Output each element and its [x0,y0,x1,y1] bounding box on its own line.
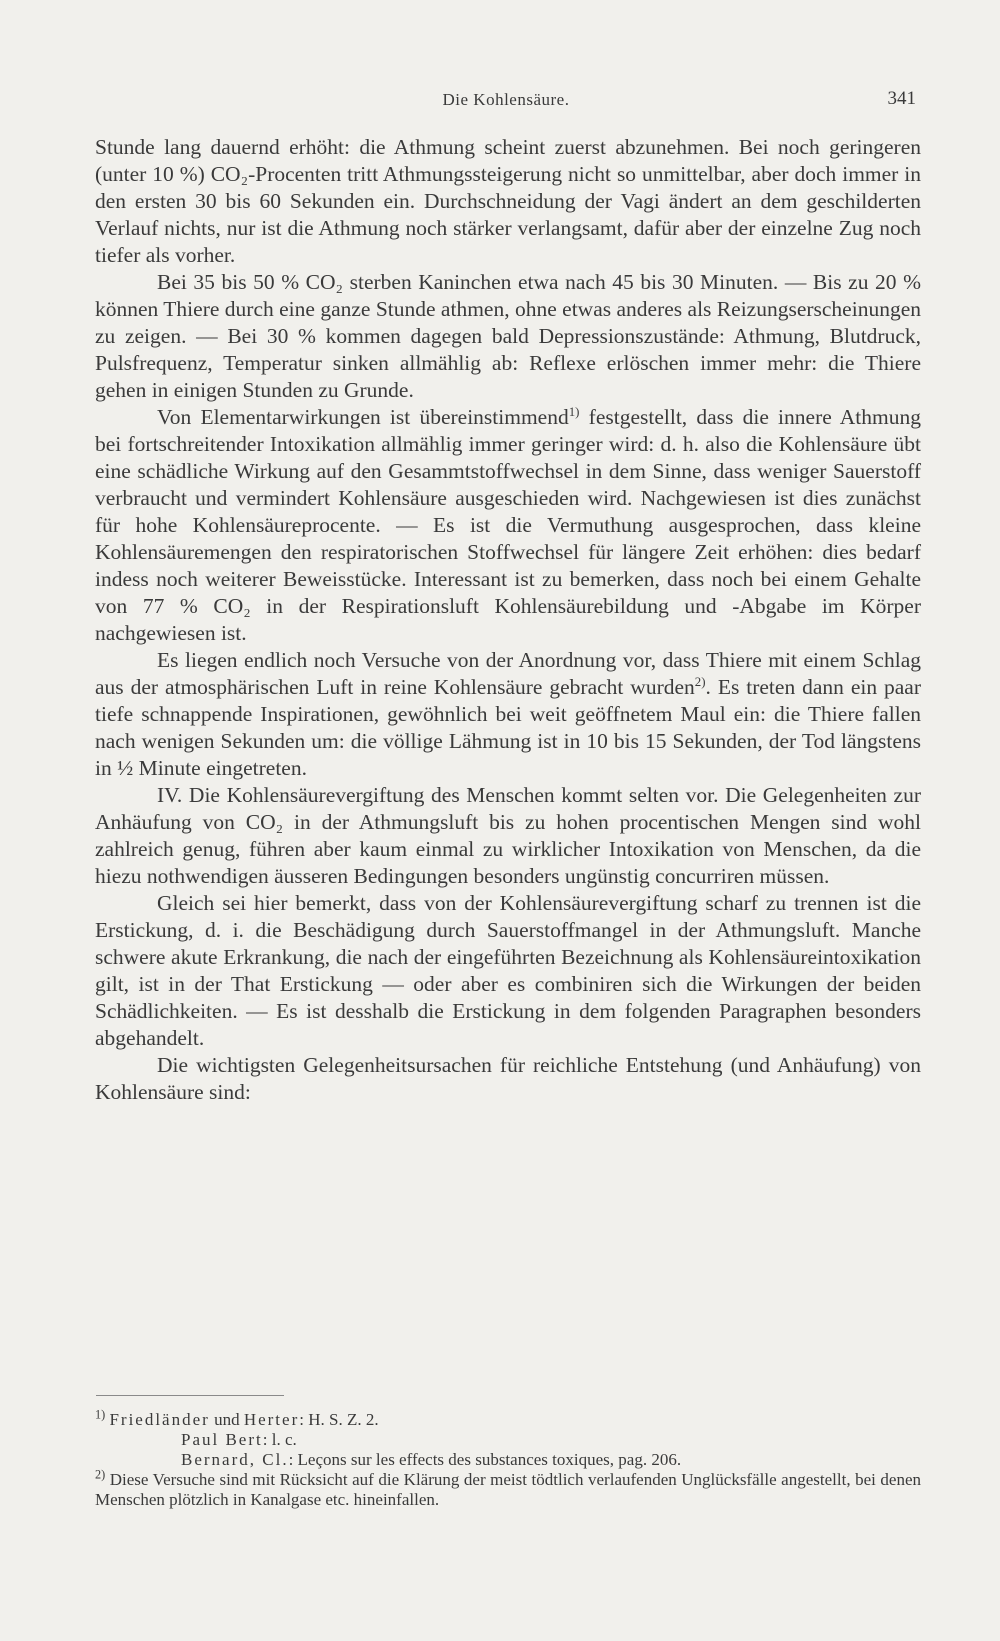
paragraph-1: Stunde lang dauernd erhöht: die Athmung scheint zuerst abzunehmen. Bei noch geringeren (unter 10 %) CO₂-Procenten tritt Athmungssteigerung nicht so unmittelbar, aber doch immer in den ersten 30 bis 60 Sekunden ein. Durchschneidung der Vagi ändert an dem geschilderten Verlauf nichts, nur ist die Athmung noch stärker verlangsamt, dafür aber der einzelne Zug noch tiefer als vorher. [95,135,921,267]
paragraph-6: Gleich sei hier bemerkt, dass von der Kohlensäurevergiftung scharf zu trennen ist die Erstickung, d. i. die Beschädigung durch Sauerstoffmangel in der Athmungsluft. Manche schwere akute Erkrankung, die nach der eingeführten Bezeichnung als Kohlensäureintoxikation gilt, ist in der That Erstickung — oder aber es combiniren sich die Wirkungen der beiden Schädlichkeiten. — Es ist desshalb die Erstickung in dem folgenden Paragraphen besonders abgehandelt. [95,891,921,1050]
footnote-1c [95,1450,921,1470]
footnote-1b-author: Paul Bert [181,1430,263,1449]
footnote-divider [96,1395,284,1396]
paragraph-3-text-a: Von Elementarwirkungen ist übereinstimmend [157,405,569,429]
footnotes [95,1407,921,1510]
footnote-1-reference: : H. S. Z. 2. [299,1410,379,1429]
footnote-ref-2: 2) [694,674,706,689]
footnote-1-author-2: Herter [243,1410,300,1429]
footnote-1c-reference: : Leçons sur les effects des substances toxiques, pag. 206. [288,1450,682,1469]
footnote-1-and: und [209,1410,244,1429]
paragraph-4-text-a: Es liegen endlich noch Versuche von der Anordnung vor, dass Thiere mit einem Schlag aus der atmosphärischen Luft in reine Kohlensäure gebracht wurden [95,648,921,699]
page-header [96,86,916,116]
paragraph-3 [95,404,921,647]
footnote-1b [95,1430,921,1450]
paragraph-5-section-iv: IV. Die Kohlensäurevergiftung des Menschen kommt selten vor. Die Gelegenheiten zur Anhäufung von CO₂ in der Athmungsluft bis zu hohen procentischen Mengen sind wohl zahlreich genug, führen aber kaum einmal zu wirklicher Intoxikation von Menschen, da die hiezu nothwendigen äusseren Bedingungen besonders ungünstig concurriren müssen. [95,783,921,888]
paragraph-4-text-b: . Es treten dann ein paar tiefe schnappende Inspirationen, gewöhnlich bei weit geöffnetem Maul ein: die Thiere fallen nach wenigen Sekunden um: die völlige Lähmung ist in 10 bis 15 Sekunden, der Tod längstens in ½ Minute eingetreten. [95,675,922,780]
paragraph-2: Bei 35 bis 50 % CO₂ sterben Kaninchen etwa nach 45 bis 30 Minuten. — Bis zu 20 % können Thiere durch eine ganze Stunde athmen, ohne etwas anderes als Reizungserscheinungen zu zeigen. — Bei 30 % kommen dagegen bald Depressionszustände: Athmung, Blutdruck, Pulsfrequenz, Temperatur sinken allmählig ab: Reflexe erlöschen immer mehr: die Thiere gehen in einigen Stunden zu Grunde. [95,270,921,402]
footnote-2 [95,1467,921,1510]
footnote-2-number: 2) [95,1467,106,1482]
footnote-1 [95,1407,921,1430]
footnote-1-author: Friedländer [109,1410,210,1429]
page-number: 341 [887,88,916,109]
footnote-ref-1: 1) [568,404,580,419]
paragraph-3-text-b: festgestellt, dass die innere Athmung bei fortschreitender Intoxikation allmählig immer geringer wird: d. h. also die Kohlensäure übt eine schädliche Wirkung auf den Gesammtstoffwechsel in dem Sinne, dass weniger Sauerstoff verbraucht und vermindert Kohlensäure ausgeschieden wird. Nachgewiesen ist dies zunächst für hohe Kohlensäureprocente. — Es ist die Vermuthung ausgesprochen, dass kleine Kohlensäuremengen den respiratorischen Stoffwechsel für längere Zeit erhöhen: dies bedarf indess noch weiterer Beweisstücke. Interessant ist zu bemerken, dass noch bei einem Gehalte von 77 % CO₂ in der Respirationsluft Kohlensäurebildung und -Abgabe im Körper nachgewiesen ist. [95,405,921,645]
paragraph-7: Die wichtigsten Gelegenheitsursachen für reichliche Entstehung (und Anhäufung) von Kohlensäure sind: [95,1053,921,1104]
footnote-1b-reference: : l. c. [262,1430,297,1449]
footnote-2-text: Diese Versuche sind mit Rücksicht auf die Klärung der meist tödtlich verlaufenden Unglücksfälle angestellt, bei denen Menschen plötzlich in Kanalgase etc. hineinfallen. [95,1470,921,1509]
paragraph-4 [95,647,921,782]
body-text [95,134,921,1106]
running-title: Die Kohlensäure. [442,90,570,109]
footnote-1c-author: Bernard, Cl. [181,1450,289,1469]
footnote-1-number: 1) [95,1407,106,1422]
